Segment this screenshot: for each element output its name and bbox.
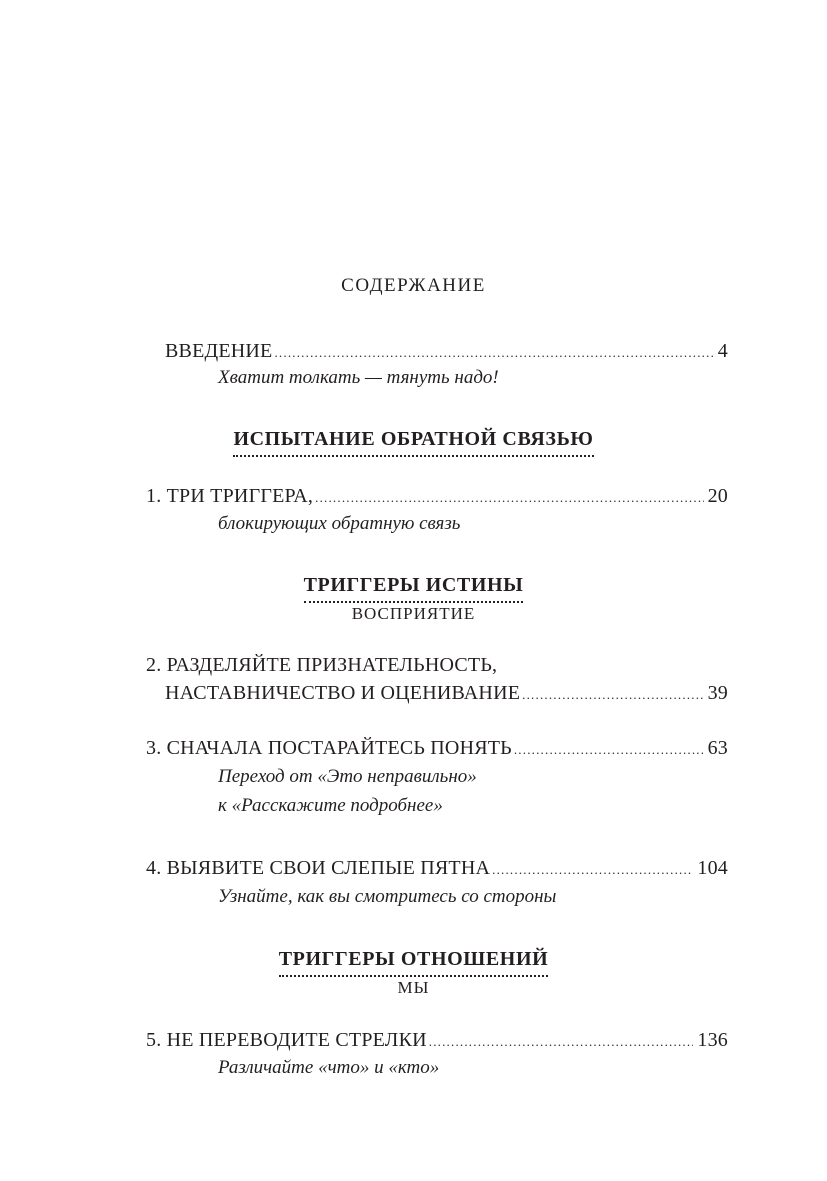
entry-subtitle: Различайте «что» и «кто» — [218, 1057, 440, 1078]
entry-label: 5. НЕ ПЕРЕВОДИТЕ СТРЕЛКИ — [146, 1029, 427, 1051]
entry-label: 4. ВЫЯВИТЕ СВОИ СЛЕПЫЕ ПЯТНА — [146, 857, 491, 879]
entry-label: 3. СНАЧАЛА ПОСТАРАЙТЕСЬ ПОНЯТЬ — [146, 737, 512, 759]
section-heading-feedback — [0, 426, 827, 457]
toc-entry-ch4[interactable] — [146, 855, 728, 881]
page-number: 136 — [697, 1029, 728, 1051]
dot-leader — [429, 1029, 694, 1055]
toc-entry-ch5[interactable] — [146, 1027, 728, 1053]
entry-subtitle: Хватит толкать — тянуть надо! — [218, 367, 499, 388]
section-title: ТРИГГЕРЫ ИСТИНЫ — [304, 572, 524, 603]
toc-entry-ch2-line1[interactable] — [146, 652, 728, 678]
page-number: 63 — [707, 737, 728, 759]
page-number: 104 — [697, 857, 728, 879]
entry-subtitle: Переход от «Это неправильно» — [218, 766, 477, 787]
entry-subtitle: к «Расскажите подробнее» — [218, 795, 443, 816]
entry-subtitle: блокирующих обратную связь — [218, 513, 461, 534]
section-subtitle: ВОСПРИЯТИЕ — [351, 604, 476, 623]
section-title: ИСПЫТАНИЕ ОБРАТНОЙ СВЯЗЬЮ — [233, 426, 593, 457]
dot-leader — [315, 485, 703, 511]
entry-label: НАСТАВНИЧЕСТВО И ОЦЕНИВАНИЕ — [165, 682, 521, 704]
toc-entry-ch1[interactable] — [146, 483, 728, 509]
dot-leader — [492, 857, 693, 883]
section-subtitle: МЫ — [397, 978, 430, 997]
toc-entry-ch3[interactable] — [146, 735, 728, 761]
toc-entry-intro[interactable] — [165, 338, 728, 364]
entry-label: ВВЕДЕНИЕ — [165, 340, 273, 362]
entry-label: 1. ТРИ ТРИГГЕРА, — [146, 485, 314, 507]
dot-leader — [514, 737, 704, 763]
entry-subtitle: Узнайте, как вы смотритесь со стороны — [218, 886, 557, 907]
section-title: ТРИГГЕРЫ ОТНОШЕНИЙ — [279, 946, 549, 977]
dot-leader — [522, 682, 703, 708]
page-number: 39 — [707, 682, 728, 704]
page-number: 4 — [717, 340, 728, 362]
section-heading-truth — [0, 572, 827, 625]
page-number: 20 — [707, 485, 728, 507]
toc-entry-ch2-line2[interactable] — [165, 680, 728, 706]
toc-title: СОДЕРЖАНИЕ — [341, 275, 486, 296]
entry-label: 2. РАЗДЕЛЯЙТЕ ПРИЗНАТЕЛЬНОСТЬ, — [146, 654, 498, 676]
section-heading-relationship — [0, 946, 827, 999]
dot-leader — [274, 340, 713, 366]
